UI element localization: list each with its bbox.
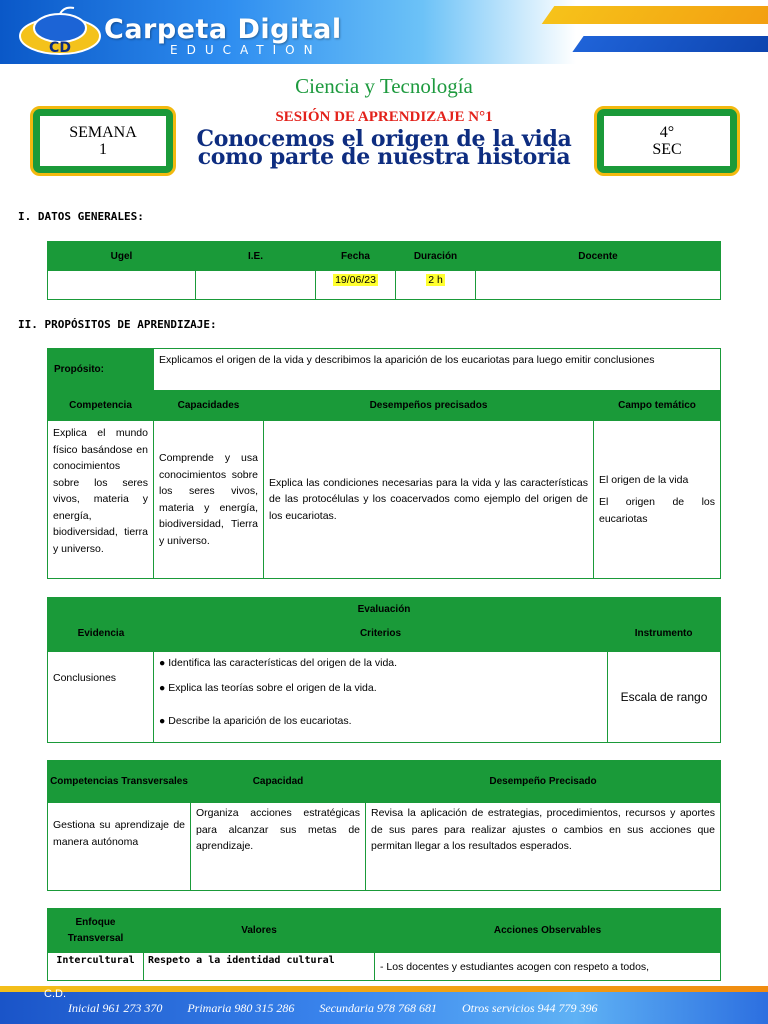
section-datos-generales: I. DATOS GENERALES: [18, 210, 144, 223]
header-banner [0, 0, 768, 64]
contact-inicial: Inicial 961 273 370 [68, 1001, 163, 1015]
footer-contacts [68, 1001, 620, 1016]
week-number: 1 [99, 141, 107, 158]
mouse-logo-icon [14, 6, 106, 58]
enfoque-table [47, 908, 721, 981]
datos-ie-value [196, 271, 316, 300]
session-title: Conocemos el origen de la vida como parte de nuestra historia [196, 126, 572, 170]
header-evidencia: Evidencia [77, 628, 125, 639]
evidencia-text: Conclusiones [48, 652, 154, 743]
header-enfoque-transversal: Enfoque Transversal [48, 909, 144, 953]
campo-tematico-1: El origen de la vida [599, 473, 689, 486]
footer-banner [0, 986, 768, 1024]
banner-stripe-blue [572, 36, 768, 52]
criterio-item: ● Identifica las características del origen de la vida. [159, 657, 398, 669]
propositos-table [47, 348, 721, 579]
header-competencias-transversales: Competencias Transversales [48, 761, 191, 803]
header-instrumento: Instrumento [634, 628, 693, 639]
contact-primaria: Primaria 980 315 286 [187, 1001, 295, 1015]
footer-stripe [0, 986, 768, 992]
subject-title: Ciencia y Tecnología [295, 74, 473, 98]
capacidad-transversal-text: Organiza acciones estratégicas para alcanzar sus metas de aprendizaje. [191, 803, 366, 891]
grade-label: 4° [659, 124, 675, 141]
datos-duracion-value: 2 h [428, 274, 443, 286]
transversales-table [47, 760, 721, 891]
capacidades-text: Comprende y usa conocimientos sobre los seres vivos, materia y energía, biodiversidad, Tierra y universo. [154, 421, 264, 579]
datos-table [47, 241, 721, 300]
campo-tematico-2: El origen de los eucariotas [599, 496, 716, 525]
brand-subtitle: EDUCATION [170, 43, 322, 57]
header-acciones-observables: Acciones Observables [375, 909, 721, 953]
header-competencia: Competencia [48, 391, 154, 421]
evaluacion-table [47, 597, 721, 743]
criterios-list [154, 652, 608, 743]
accion-text: - Los docentes y estudiantes acogen con respeto a todos, [375, 953, 721, 981]
header-capacidad: Capacidad [191, 761, 366, 803]
grade-level: SEC [652, 141, 682, 158]
datos-ugel-value [48, 271, 196, 300]
footer-cd: C.D. [44, 988, 66, 1000]
datos-header-fecha: Fecha [316, 242, 396, 271]
enfoque-text: Intercultural [48, 953, 144, 981]
datos-docente-value [476, 271, 721, 300]
desempeno-transversal-text: Revisa la aplicación de estrategias, procedimientos, recursos y aportes de sus pares para realizar ajustes o cambios en sus acciones que permitan llegar a los resultados esperados. [366, 803, 721, 891]
contact-otros: Otros servicios 944 779 396 [462, 1001, 598, 1015]
datos-header-ugel: Ugel [48, 242, 196, 271]
header-desempenos: Desempeños precisados [264, 391, 594, 421]
datos-fecha-value: 19/06/23 [335, 274, 376, 286]
header-campo-tematico: Campo temático [594, 391, 721, 421]
header-capacidades: Capacidades [154, 391, 264, 421]
logo-letters: CD [49, 40, 71, 56]
competencia-transversal-text: Gestiona su aprendizaje de manera autónoma [48, 803, 191, 891]
datos-header-duracion: Duración [396, 242, 476, 271]
criterio-item: ● Explica las teorías sobre el origen de la vida. [159, 682, 377, 694]
section-propositos: II. PROPÓSITOS DE APRENDIZAJE: [18, 318, 217, 331]
week-label: SEMANA [69, 124, 137, 141]
evaluacion-title: Evaluación [357, 603, 411, 615]
banner-stripe-yellow [542, 6, 768, 24]
grade-box [594, 106, 740, 176]
datos-header-ie: I.E. [196, 242, 316, 271]
week-box [30, 106, 176, 176]
competencia-text: Explica el mundo físico basándose en conocimientos sobre los seres vivos, materia y energía, biodiversidad, tierra y universo. [48, 421, 154, 579]
datos-header-docente: Docente [476, 242, 721, 271]
contact-secundaria: Secundaria 978 768 681 [319, 1001, 437, 1015]
header-desempeno-precisado: Desempeño Precisado [366, 761, 721, 803]
proposito-text: Explicamos el origen de la vida y describimos la aparición de los eucariotas para luego emitir conclusiones [154, 349, 721, 391]
header-criterios: Criterios [359, 628, 402, 639]
valor-text: Respeto a la identidad cultural [144, 953, 375, 981]
desempenos-text: Explica las condiciones necesarias para la vida y las características de las protocélulas y los coacervados como ejemplo del origen de los eucariotas. [264, 421, 594, 579]
brand-name: Carpeta Digital [104, 14, 342, 45]
instrumento-text: Escala de rango [608, 652, 721, 743]
proposito-label: Propósito: [48, 349, 154, 391]
criterio-item: ● Describe la aparición de los eucariotas. [159, 715, 352, 727]
session-label: SESIÓN DE APRENDIZAJE N°1 [275, 109, 493, 125]
header-valores: Valores [144, 909, 375, 953]
